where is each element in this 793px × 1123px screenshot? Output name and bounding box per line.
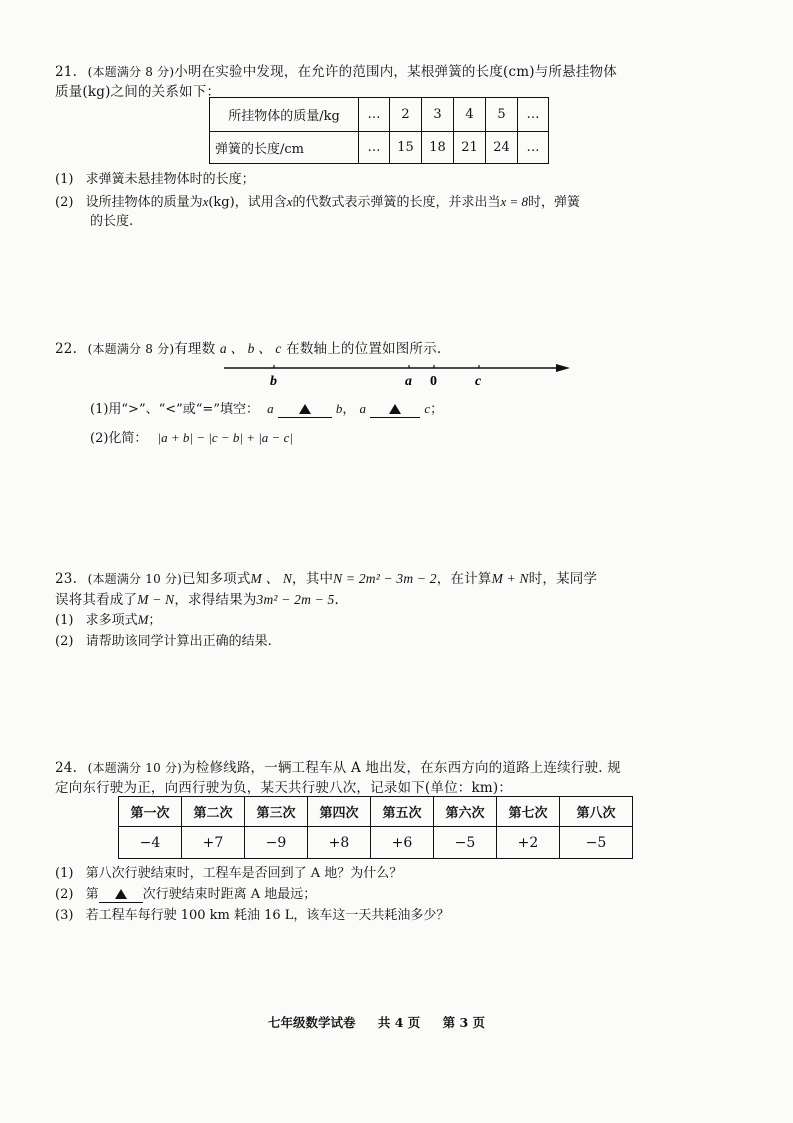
table-header-cell: 第八次 [560,797,633,827]
q24-stem-line2: 定向东行驶为正，向西行驶为负，某天共行驶八次，记录如下(单位：km)： [55,780,513,796]
part-number: (1) [55,613,74,628]
axis-label-a: a [405,374,412,389]
q24-part3 [55,904,449,923]
table-cell: … [359,132,390,164]
q23-stem-line1 [55,567,597,587]
table-header-cell: 第三次 [245,797,308,827]
q23-math: M + N [491,571,529,586]
variable-x: x [286,194,293,209]
number-line [210,356,580,392]
q21-part2-line2: 的长度. [90,214,134,229]
table-cell: −9 [245,827,308,859]
q23-stem-line2 [55,588,339,608]
variable-m: M [137,612,149,627]
q24-part1 [55,862,402,881]
table-cell: 弹簧的长度/cm [210,132,359,164]
separator: ； [430,402,444,417]
answer-blank[interactable] [370,402,420,418]
table-cell: … [518,98,549,132]
q23-text: ，其中 [292,571,334,587]
table-cell: 所挂物体的质量/kg [210,98,359,132]
table-header-cell: 第六次 [434,797,497,827]
part-text: 时，弹簧 [528,195,581,210]
q23-text: ，在计算 [436,571,492,587]
part-text: (kg)，试用含 [208,195,287,210]
triangle-icon [389,404,401,414]
part-number: (1) [55,172,74,187]
equation: x = 8 [500,194,529,209]
axis-label-b: b [270,374,277,389]
footer-total-pages: 共 4 页 [377,1015,421,1030]
q24-table [118,796,633,859]
separator: ， [342,402,356,417]
q22-vars: a 、 b 、 c [219,341,282,356]
table-cell: 21 [454,132,486,164]
q23-number: 23. [55,571,78,587]
part-number: (2) [55,887,74,902]
answer-blank[interactable] [278,402,332,418]
table-cell: −4 [119,827,182,859]
triangle-icon [299,404,311,414]
q23-text: . [334,592,339,608]
footer-exam-title: 七年级数学试卷 [268,1015,356,1030]
table-cell: +8 [308,827,371,859]
q22-part2 [90,427,293,446]
q22-number: 22. [55,341,78,357]
table-cell: 15 [390,132,422,164]
table-cell: 24 [486,132,518,164]
part-text: 若工程车每行驶 100 km 耗油 16 L，该车这一天共耗油多少？ [85,908,450,923]
q23-text: 已知多项式 [182,571,251,587]
table-header-cell: 第四次 [308,797,371,827]
q22-text: 在数轴上的位置如图所示. [286,341,442,357]
page-footer [268,1013,485,1031]
q21-table [209,97,549,164]
q23-part2 [55,630,272,649]
table-cell: 5 [486,98,518,132]
q21-text-line1: 小明在实验中发现，在允许的范围内，某根弹簧的长度(cm)与所悬挂物体 [174,64,617,80]
part-text: 的代数式表示弹簧的长度，并求出当 [292,195,501,210]
q24-text: 为检修线路，一辆工程车从 A 地出发，在东西方向的道路上连续行驶. 规 [182,760,621,776]
part-text: (1)用“>”、“<”或“=”填空： [90,402,259,417]
table-header-cell: 第二次 [182,797,245,827]
part-text: (2)化简： [90,431,148,446]
table-cell: +7 [182,827,245,859]
footer-page-number: 第 3 页 [442,1015,486,1030]
table-cell: +6 [371,827,434,859]
q24-part2 [55,883,316,903]
q22-stem [55,337,441,357]
table-row [119,797,633,827]
expression: |a + b| − |c − b| + |a − c| [157,430,293,445]
table-cell: +2 [497,827,560,859]
variable-c: c [424,401,431,416]
table-header-cell: 第七次 [497,797,560,827]
q22-text: 有理数 [174,341,216,357]
table-cell: … [359,98,390,132]
q23-part1 [55,609,161,628]
part-text: ； [148,613,162,628]
part-text: 第 [85,887,99,902]
variable-a: a [267,401,274,416]
table-cell: 3 [422,98,454,132]
axis-label-zero: 0 [430,374,437,389]
q21-stem-line2: 质量(kg)之间的关系如下： [55,84,221,100]
q22-marks: (本题满分 8 分) [87,342,175,356]
part-number: (2) [55,634,74,649]
q21-stem-line1 [55,60,617,80]
q23-math: 3m² − 2m − 5 [256,592,335,607]
q21-part2 [55,191,580,210]
variable-b: b [335,401,343,416]
part-text: 求弹簧未悬挂物体时的长度； [85,172,255,187]
q23-text: ，求得结果为 [174,592,257,608]
q23-text: 时，某同学 [528,571,598,587]
q21-part1 [55,168,255,187]
q21-marks: (本题满分 8 分) [87,65,175,79]
answer-blank[interactable] [99,887,143,903]
table-cell: 18 [422,132,454,164]
q23-marks: (本题满分 10 分) [87,572,183,586]
table-header-cell: 第五次 [371,797,434,827]
table-cell: 4 [454,98,486,132]
part-text: 次行驶结束时距离 A 地最远； [142,887,317,902]
part-number: (1) [55,866,74,881]
table-cell: 2 [390,98,422,132]
q23-math: N = 2m² − 3m − 2 [333,571,437,586]
axis-label-c: c [475,374,482,389]
q23-math: M − N [137,592,175,607]
triangle-icon [115,889,127,899]
variable-a: a [359,401,367,416]
q24-marks: (本题满分 10 分) [87,761,183,775]
q23-text: 误将其看成了 [55,592,138,608]
q22-part1 [90,398,443,418]
q23-math: M 、 N [250,571,293,586]
part-number: (3) [55,908,74,923]
part-text: 请帮助该同学计算出正确的结果. [85,634,272,649]
q24-stem-line1 [55,756,621,776]
table-cell: −5 [560,827,633,859]
part-text: 求多项式 [85,613,138,628]
table-cell: −5 [434,827,497,859]
table-header-cell: 第一次 [119,797,182,827]
part-text: 第八次行驶结束时，工程车是否回到了 A 地？为什么？ [85,866,403,881]
table-row [119,827,633,859]
table-row [210,98,549,132]
table-cell: … [518,132,549,164]
q21-number: 21. [55,64,78,80]
variable-x: x [202,194,209,209]
table-row [210,132,549,164]
part-number: (2) [55,195,74,210]
part-text: 设所挂物体的质量为 [85,195,203,210]
q24-number: 24. [55,760,78,776]
